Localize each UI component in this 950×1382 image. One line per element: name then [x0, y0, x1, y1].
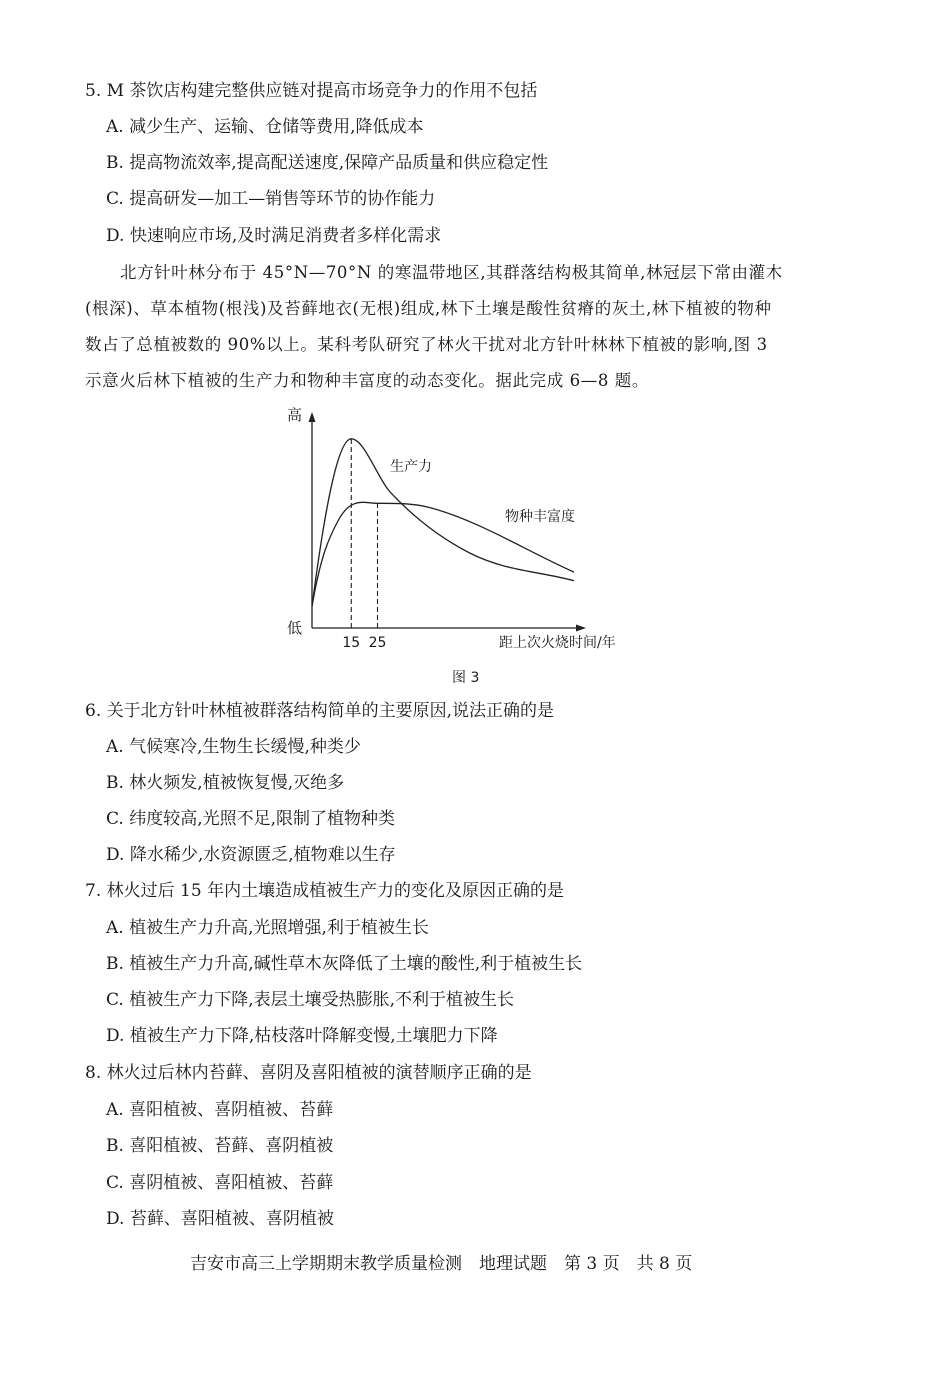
question-8-option-b: B. 喜阳植被、苔藓、喜阴植被 — [106, 1136, 334, 1156]
question-8-option-a: A. 喜阳植被、喜阴植被、苔藓 — [106, 1100, 334, 1120]
x-tick-15: 15 — [342, 635, 361, 651]
x-tick-25: 25 — [368, 635, 387, 651]
y-axis-high-label: 高 — [287, 406, 303, 424]
question-7-stem: 7. 林火过后 15 年内土壤造成植被生产力的变化及原因正确的是 — [85, 881, 565, 901]
page-footer: 吉安市高三上学期期末教学质量检测 地理试题 第 3 页 共 8 页 — [190, 1254, 693, 1274]
question-5-option-b: B. 提高物流效率,提高配送速度,保障产品质量和供应稳定性 — [106, 153, 549, 173]
productivity-legend-label: 生产力 — [390, 459, 432, 475]
passage-line-4: 示意火后林下植被的生产力和物种丰富度的动态变化。据此完成 6—8 题。 — [85, 371, 649, 390]
figure-caption: 图 3 — [452, 670, 480, 686]
question-8-option-d: D. 苔藓、喜阳植被、喜阴植被 — [106, 1209, 334, 1229]
question-5-option-a: A. 减少生产、运输、仓储等费用,降低成本 — [106, 117, 424, 137]
question-6-option-a: A. 气候寒冷,生物生长缓慢,种类少 — [106, 737, 361, 757]
productivity-richness-chart — [280, 400, 660, 665]
question-6-option-b: B. 林火频发,植被恢复慢,灭绝多 — [106, 773, 345, 793]
question-5-stem: 5. M 茶饮店构建完整供应链对提高市场竞争力的作用不包括 — [85, 81, 538, 101]
x-axis-label: 距上次火烧时间/年 — [499, 635, 616, 651]
question-7-option-c: C. 植被生产力下降,表层土壤受热膨胀,不利于植被生长 — [106, 990, 515, 1010]
x-axis-arrow — [576, 625, 586, 632]
y-axis-low-label: 低 — [287, 619, 303, 637]
question-5-option-d: D. 快速响应市场,及时满足消费者多样化需求 — [106, 226, 442, 246]
question-8-option-c: C. 喜阴植被、喜阳植被、苔藓 — [106, 1173, 334, 1193]
species-richness-legend-label: 物种丰富度 — [505, 509, 575, 525]
passage-line-1: 北方针叶林分布于 45°N—70°N 的寒温带地区,其群落结构极其简单,林冠层下常由灌木 — [120, 263, 783, 282]
question-7-option-a: A. 植被生产力升高,光照增强,利于植被生长 — [106, 918, 429, 938]
question-6-option-c: C. 纬度较高,光照不足,限制了植物种类 — [106, 809, 396, 829]
passage-line-3: 数占了总植被数的 90%以上。某科考队研究了林火干扰对北方针叶林林下植被的影响,图 3 — [85, 335, 768, 354]
question-8-stem: 8. 林火过后林内苔藓、喜阴及喜阳植被的演替顺序正确的是 — [85, 1063, 532, 1083]
y-axis-arrow — [309, 412, 316, 422]
passage-line-2: (根深)、草本植物(根浅)及苔藓地衣(无根)组成,林下土壤是酸性贫瘠的灰土,林下植被的物种 — [85, 299, 772, 318]
question-7-option-b: B. 植被生产力升高,碱性草木灰降低了土壤的酸性,利于植被生长 — [106, 954, 583, 974]
question-6-option-d: D. 降水稀少,水资源匮乏,植物难以生存 — [106, 845, 396, 865]
question-6-stem: 6. 关于北方针叶林植被群落结构简单的主要原因,说法正确的是 — [85, 701, 555, 721]
question-7-option-d: D. 植被生产力下降,枯枝落叶降解变慢,土壤肥力下降 — [106, 1026, 498, 1046]
question-5-option-c: C. 提高研发—加工—销售等环节的协作能力 — [106, 189, 436, 209]
